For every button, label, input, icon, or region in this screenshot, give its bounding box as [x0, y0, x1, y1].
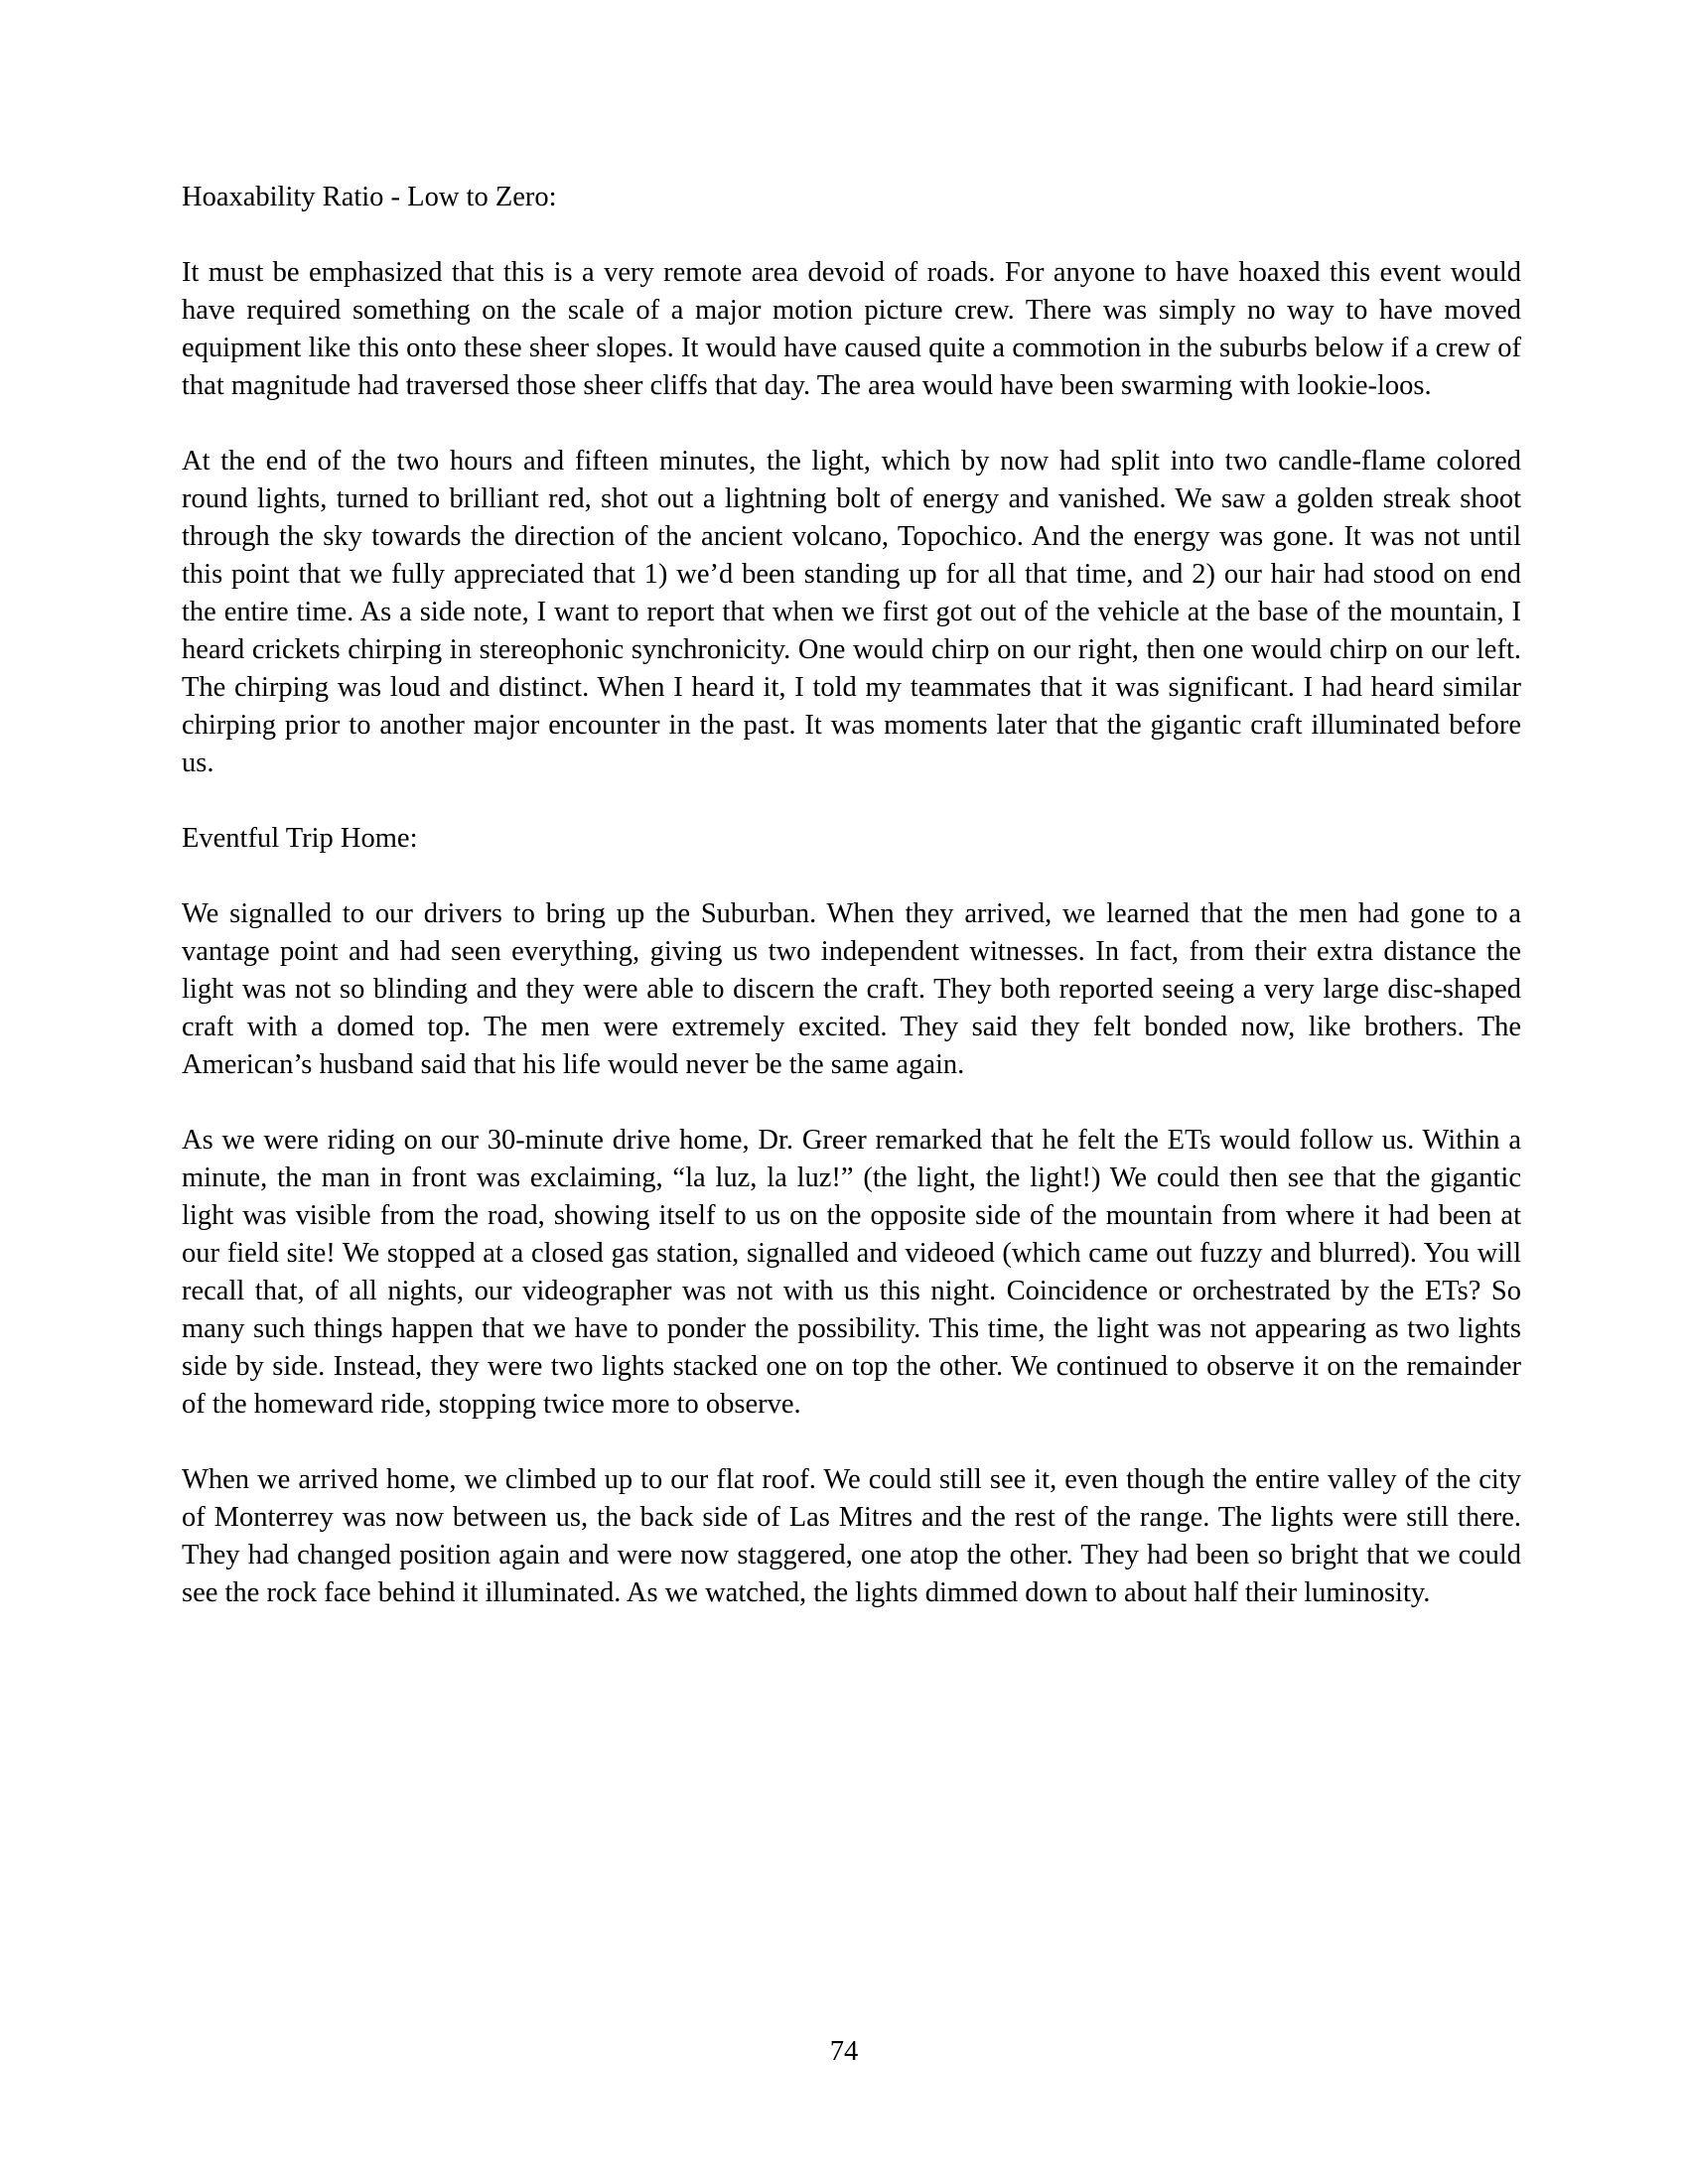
page-number: 74: [829, 2036, 859, 2067]
paragraph-arrived-home-flat-roof: When we arrived home, we climbed up to our flat roof. We could still see it, even though the entire valley of the city of Monterrey was now between us, the back side of Las Mitres and the rest of the range. The lights were still there. They had changed position again and were now staggered, one atop the other. They had been so bright that we could see the rock face behind it illuminated. As we watched, the lights dimmed down to about half their luminosity.: [182, 1464, 1521, 1608]
paragraph-suburban-witnesses: We signalled to our drivers to bring up the Suburban. When they arrived, we learned that the men had gone to a vantage point and had seen everything, giving us two independent witnesses. In fact, from their extra distance the light was not so blinding and they were able to discern the craft. They both reported seeing a very large disc-shaped craft with a domed top. The men were extremely excited. They said they felt bonded now, like brothers. The American’s husband said that his life would never be the same again.: [182, 898, 1521, 1080]
section-heading-eventful-trip-home: Eventful Trip Home:: [182, 823, 418, 854]
paragraph-hoax-remote-area: It must be emphasized that this is a very remote area devoid of roads. For anyone to have hoaxed this event would have required something on the scale of a major motion picture crew. There was simply no way to have moved equipment like this onto these sheer slopes. It would have caused quite a commotion in the suburbs below if a crew of that magnitude had traversed those sheer cliffs that day. The area would have been swarming with lookie-loos.: [182, 257, 1521, 401]
section-heading-hoaxability-ratio: Hoaxability Ratio - Low to Zero:: [182, 182, 557, 212]
paragraph-drive-home-la-luz: As we were riding on our 30-minute drive home, Dr. Greer remarked that he felt the ETs would follow us. Within a minute, the man in front was exclaiming, “la luz, la luz!” (the light, the light!) We could then see that the gigantic light was visible from the road, showing itself to us on the opposite side of the mountain from where it had been at our field site! We stopped at a closed gas station, signalled and videoed (which came out fuzzy and blurred). You will recall that, of all nights, our videographer was not with us this night. Coincidence or orchestrated by the ETs? So many such things happen that we have to ponder the possibility. This time, the light was not appearing as two lights side by side. Instead, they were two lights stacked one on top the other. We continued to observe it on the remainder of the homeward ride, stopping twice more to observe.: [182, 1125, 1521, 1420]
paragraph-light-split-vanished: At the end of the two hours and fifteen minutes, the light, which by now had split into two candle-flame colored round lights, turned to brilliant red, shot out a lightning bolt of energy and vanished. We saw a golden streak shoot through the sky towards the direction of the ancient volcano, Topochico. And the energy was gone. It was not until this point that we fully appreciated that 1) we’d been standing up for all that time, and 2) our hair had stood on end the entire time. As a side note, I want to report that when we first got out of the vehicle at the base of the mountain, I heard crickets chirping in stereophonic synchronicity. One would chirp on our right, then one would chirp on our left. The chirping was loud and distinct. When I heard it, I told my teammates that it was significant. I had heard similar chirping prior to another major encounter in the past. It was moments later that the gigantic craft illuminated before us.: [182, 446, 1521, 778]
